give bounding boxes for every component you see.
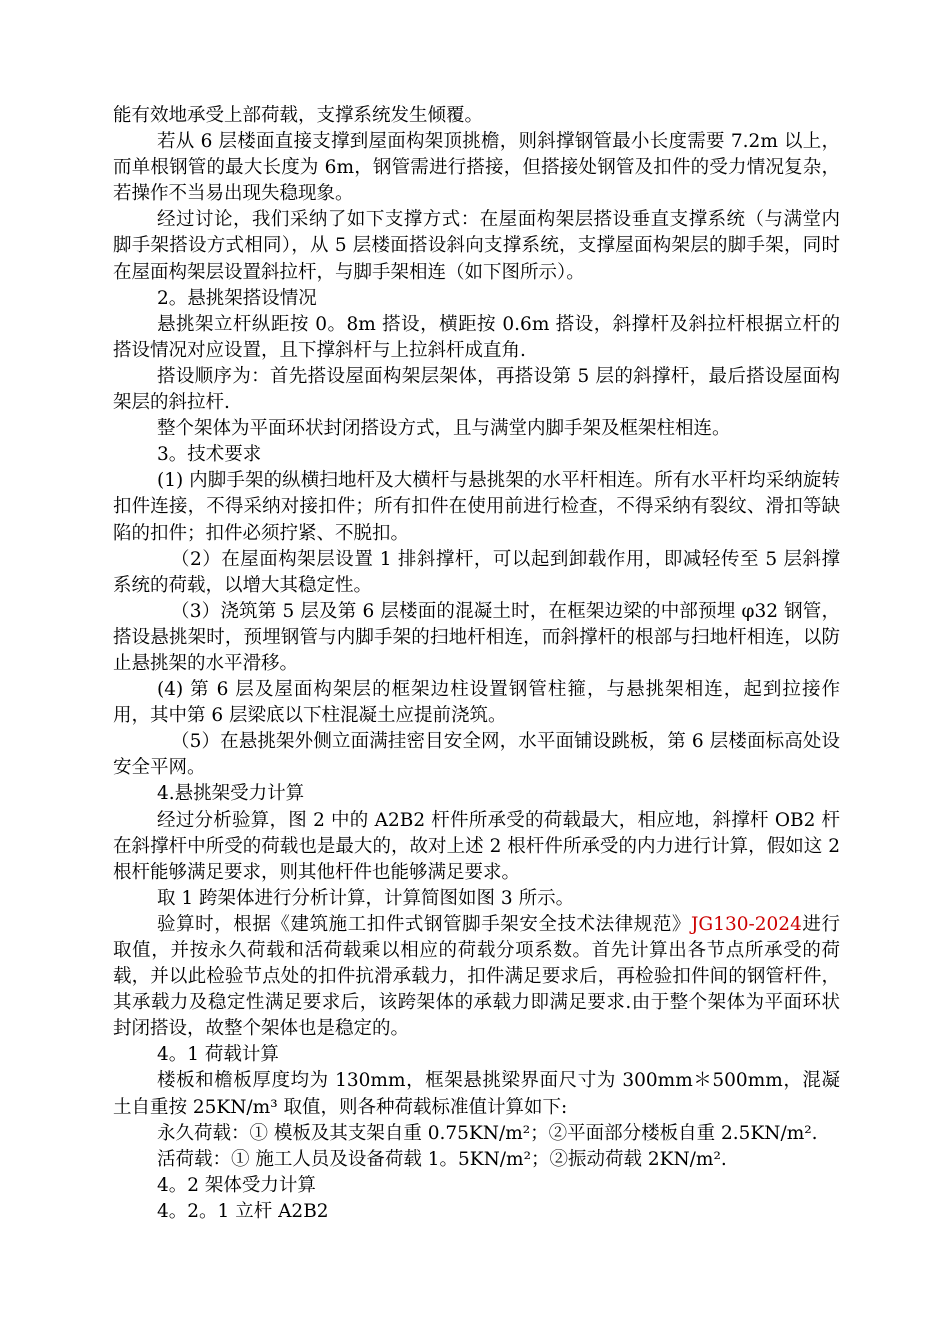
requirement-5: （5）在悬挑架外侧立面满挂密目安全网，水平面铺设跳板，第 6 层楼面标高处设安全平网。 [113,731,840,779]
section-heading-4-1: 4。1 荷载计算 [157,1044,279,1066]
paragraph-13: 取 1 跨架体进行分析计算，计算简图如图 3 所示。 [157,887,575,909]
section-heading-4-2-1: 4。2。1 立杆 A2B2 [157,1200,329,1222]
paragraph-14-part-a: 验算时，根据《建筑施工扣件式钢管脚手架安全技术法律规范》 [157,913,691,935]
section-heading-4: 4.悬挑架受力计算 [157,783,305,805]
requirement-2: （2）在屋面构架层设置 1 排斜撑杆，可以起到卸载作用，即减轻传至 5 层斜撑系统的荷载，以增大其稳定性。 [113,548,840,596]
section-heading-2: 2。悬挑架搭设情况 [157,287,317,309]
requirement-3: （3）浇筑第 5 层及第 6 层楼面的混凝土时，在框架边梁的中部预埋 φ32 钢管，搭设悬挑架时，预埋钢管与内脚手架的扫地杆相连，而斜撑杆的根部与扫地杆相连，以防止悬挑架的水平滑移。 [113,600,840,674]
paragraph-15: 楼板和檐板厚度均为 130mm，框架悬挑梁界面尺寸为 300mm＊500mm，混凝土自重按 25KN/m³ 取值，则各种荷载标准值计算如下: [113,1070,840,1118]
document-body [113,103,840,1225]
requirement-1: (1) 内脚手架的纵横扫地杆及大横杆与悬挑架的水平杆相连。所有水平杆均采纳旋转扣件连接，不得采纳对接扣件；所有扣件在使用前进行检查，不得采纳有裂纹、滑扣等缺陷的扣件；扣件必须拧紧、不脱扣。 [113,470,840,544]
paragraph-17: 活荷载：① 施工人员及设备荷载 1。5KN/m²；②振动荷载 2KN/m². [157,1148,727,1170]
paragraph-1: 能有效地承受上部荷载，支撑系统发生倾覆。 [113,105,484,126]
paragraph-6: 整个架体为平面环状封闭搭设方式，且与满堂内脚手架及框架柱相连。 [157,418,731,440]
paragraph-2: 若从 6 层楼面直接支撑到屋面构架顶挑檐，则斜撑钢管最小长度需要 7.2m 以上，而单根钢管的最大长度为 6m，钢管需进行搭接，但搭接处钢管及扣件的受力情况复杂，若操作不当易出现失稳现象。 [113,131,840,205]
section-heading-3: 3。技术要求 [157,444,262,466]
requirement-4: (4) 第 6 层及屋面构架层的框架边柱设置钢管柱箍，与悬挑架相连，起到拉接作用，其中第 6 层梁底以下柱混凝土应提前浇筑。 [113,679,840,727]
paragraph-12: 经过分析验算，图 2 中的 A2B2 杆件所承受的荷载最大，相应地，斜撑杆 OB2 杆在斜撑杆中所受的荷载也是最大的，故对上述 2 根杆件所承受的内力进行计算，假如这 2 根杆能够满足要求，则其他杆件也能够满足要求。 [113,809,840,883]
standard-code: JG130-2024 [691,913,802,935]
paragraph-14 [113,912,840,1042]
paragraph-4: 悬挑架立杆纵距按 0。8m 搭设，横距按 0.6m 搭设，斜撑杆及斜拉杆根据立杆的搭设情况对应设置，且下撑斜杆与上拉斜杆成直角. [113,313,840,361]
paragraph-3: 经过讨论，我们采纳了如下支撑方式：在屋面构架层搭设垂直支撑系统（与满堂内脚手架搭设方式相同），从 5 层楼面搭设斜向支撑系统，支撑屋面构架层的脚手架，同时在屋面构架层设置斜拉杆，与脚手架相连（如下图所示）。 [113,209,840,283]
paragraph-14-part-b: 进行取值，并按永久荷载和活荷载乘以相应的荷载分项系数。首先计算出各节点所承受的荷载，并以此检验节点处的扣件抗滑承载力，扣件满足要求后，再检验扣件间的钢管杆件，其承载力及稳定性满足要求后，该跨架体的承载力即满足要求.由于整个架体为平面环状封闭搭设，故整个架体也是稳定的。 [113,913,840,1040]
paragraph-5: 搭设顺序为：首先搭设屋面构架层架体，再搭设第 5 层的斜撑杆，最后搭设屋面构架层的斜拉杆. [113,365,840,414]
section-heading-4-2: 4。2 架体受力计算 [157,1174,316,1196]
paragraph-16: 永久荷载：① 模板及其支架自重 0.75KN/m²；②平面部分楼板自重 2.5KN/m². [157,1122,818,1144]
